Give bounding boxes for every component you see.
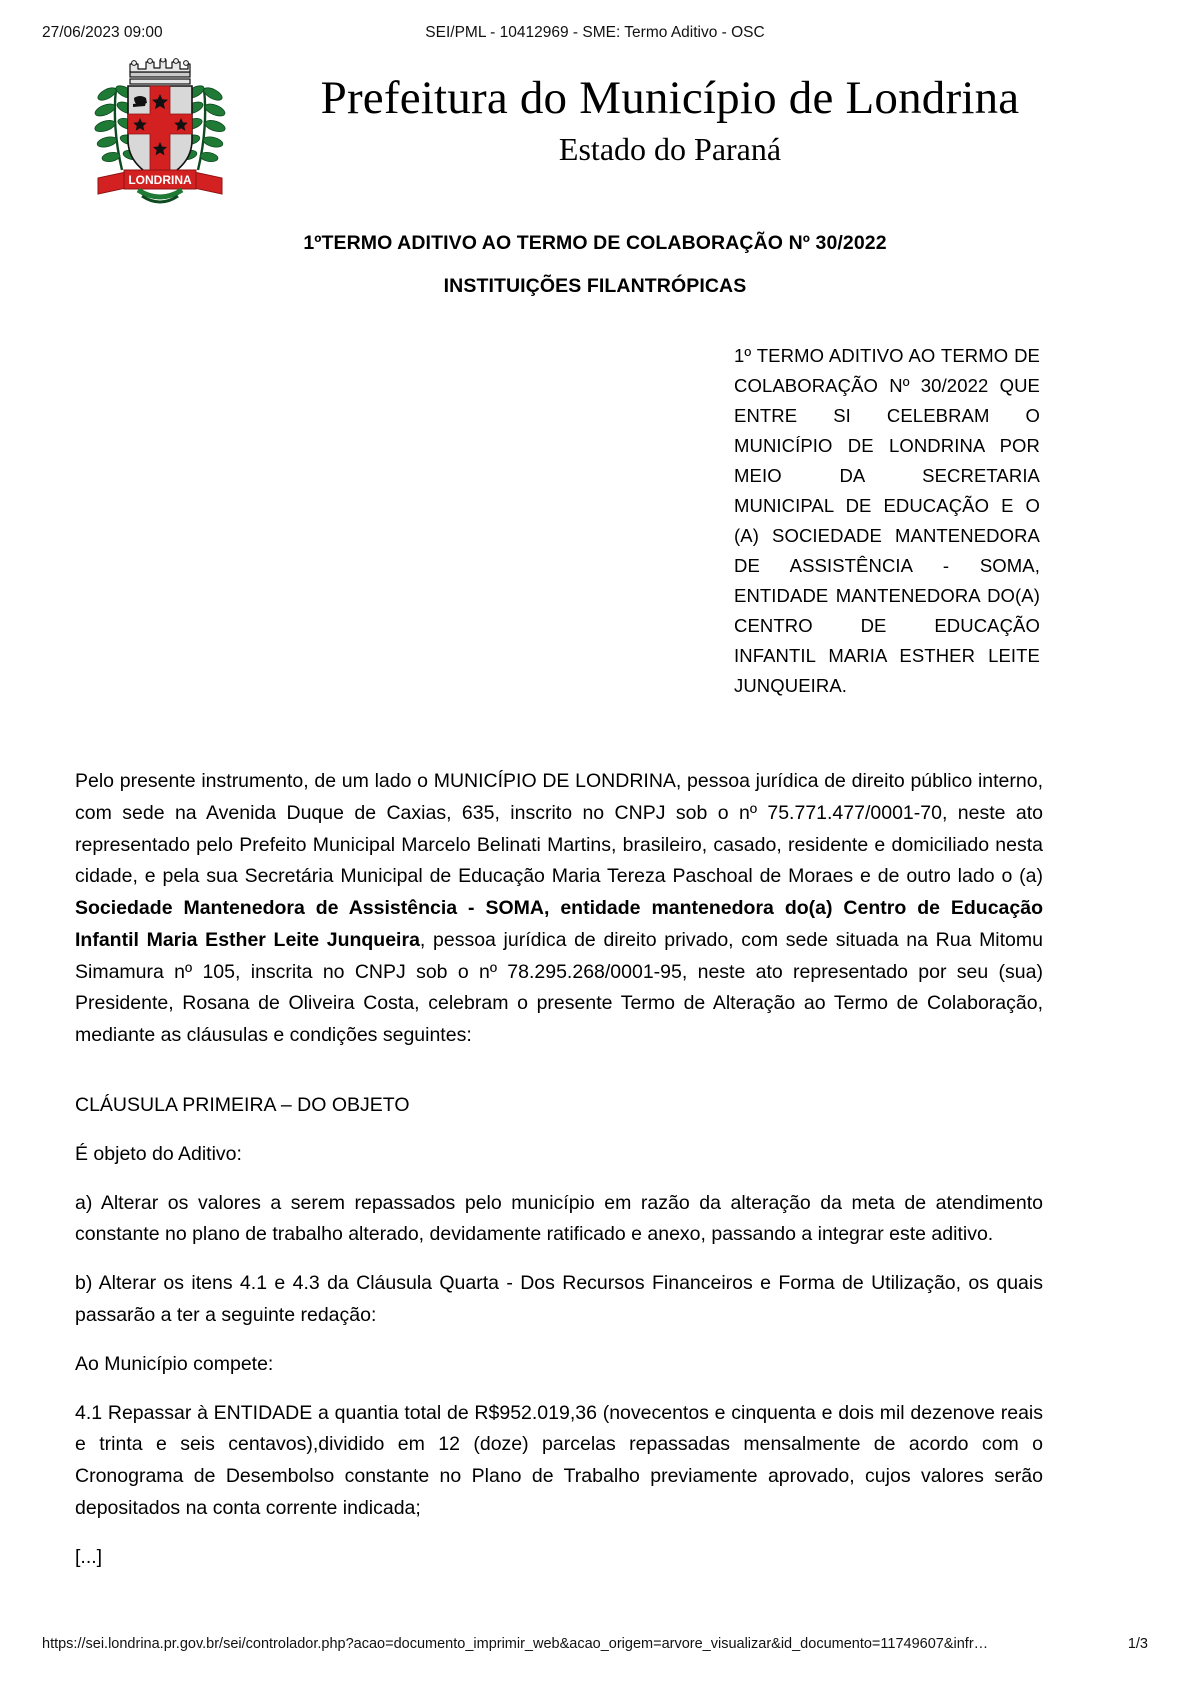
clause-first-heading: CLÁUSULA PRIMEIRA – DO OBJETO	[75, 1094, 410, 1117]
print-header-document-ref: SEI/PML - 10412969 - SME: Termo Aditivo - OSC	[425, 24, 765, 41]
paragraph-intro	[75, 766, 1043, 1052]
masthead-subtitle: Estado do Paraná	[558, 131, 782, 168]
paragraph-ellipsis: [...]	[75, 1545, 103, 1568]
document-subtitle: INSTITUIÇÕES FILANTRÓPICAS	[443, 275, 747, 298]
paragraph-municipio-lead: Ao Município compete:	[75, 1352, 274, 1375]
coat-of-arms-icon	[86, 58, 234, 210]
paragraph-object-lead: É objeto do Aditivo:	[75, 1142, 242, 1165]
intro-part-1: Pelo presente instrumento, de um lado o MUNICÍPIO DE LONDRINA, pessoa jurídica de direito público interno, com sede na Avenida Duque de Caxias, 635, inscrito no CNPJ sob o nº 75.771.477/0001-70, neste ato representado pelo Prefeito Municipal Marcelo Belinati Martins, brasileiro, casado, residente e domiciliado nesta cidade, e pela sua Secretária Municipal de Educação Maria Tereza Paschoal de Moraes e de outro lado o (a)	[75, 770, 1043, 888]
paragraph-item-b: b) Alterar os itens 4.1 e 4.3 da Cláusula Quarta - Dos Recursos Financeiros e Forma de Utilização, os quais passarão a ter a seguinte redação:	[75, 1272, 1043, 1326]
preamble-block: 1º TERMO ADITIVO AO TERMO DE COLABORAÇÃO Nº 30/2022 QUE ENTRE SI CELEBRAM O MUNICÍPIO DE LONDRINA POR MEIO DA SECRETARIA MUNICIPAL DE EDUCAÇÃO E O (A) SOCIEDADE MANTENEDORA DE ASSISTÊNCIA - SOMA, ENTIDADE MANTENEDORA DO(A) CENTRO DE EDUCAÇÃO INFANTIL MARIA ESTHER LEITE JUNQUEIRA.	[734, 345, 1040, 696]
intro-entity-name: Sociedade Mantenedora de Assistência - SOMA, entidade mantenedora do(a) Centro de Educação Infantil Maria Esther Leite Junqueira	[75, 897, 1043, 951]
paragraph-item-a: a) Alterar os valores a serem repassados pelo município em razão da alteração da meta de atendimento constante no plano de trabalho alterado, devidamente ratificado e anexo, passando a integrar este aditivo.	[75, 1191, 1043, 1246]
crest-ribbon-label: LONDRINA	[128, 173, 192, 187]
footer-page-number: 1/3	[1127, 1636, 1148, 1652]
paragraph-item-4-1: 4.1 Repassar à ENTIDADE a quantia total de R$952.019,36 (novecentos e cinquenta e dois mil dezenove reais e trinta e seis centavos),dividido em 12 (doze) parcelas repassadas mensalmente de acordo com o Cronograma de Desembolso constante no Plano de Trabalho previamente aprovado, cujos valores serão depositados na conta corrente indicada;	[75, 1401, 1043, 1519]
footer-source-url: https://sei.londrina.pr.gov.br/sei/controlador.php?acao=documento_imprimir_web&acao_origem=arvore_visualizar&id_documento=11749607&infr…	[42, 1636, 989, 1652]
document-body	[75, 766, 1043, 1590]
page-footer	[0, 1636, 1190, 1658]
intro-part-2: , pessoa jurídica de direito privado, com sede situada na Rua Mitomu Simamura nº 105, inscrita no CNPJ sob o nº 78.295.268/0001-95, neste ato representado por seu (sua) Presidente, Rosana de Oliveira Costa, celebram o presente Termo de Alteração ao Termo de Colaboração, mediante as cláusulas e condições seguintes:	[75, 928, 1043, 1047]
masthead-title: Prefeitura do Município de Londrina	[320, 72, 1020, 124]
print-header-timestamp: 27/06/2023 09:00	[42, 24, 163, 41]
masthead	[0, 58, 1190, 208]
masthead-text	[240, 74, 1100, 169]
document-title: 1ºTERMO ADITIVO AO TERMO DE COLABORAÇÃO Nº 30/2022	[303, 232, 887, 254]
document-title-block	[0, 228, 1190, 301]
print-header	[0, 24, 1190, 44]
